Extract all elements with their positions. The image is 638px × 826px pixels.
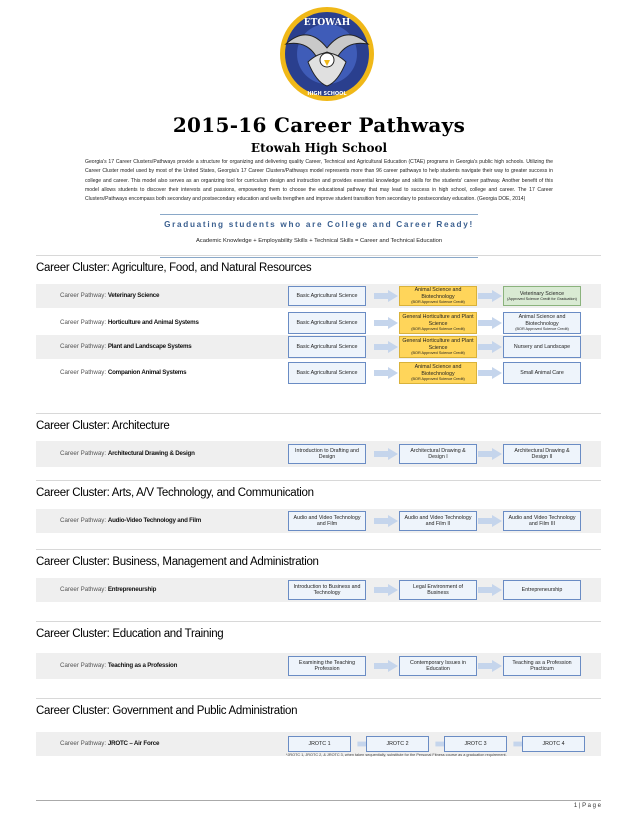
arrow-right-icon [374, 448, 398, 460]
course-name: Introduction to Drafting and Design [295, 447, 359, 460]
course-box [503, 580, 581, 600]
pathway-name: Audio-Video Technology and Film [107, 517, 202, 524]
arrow-head [388, 448, 398, 460]
course-box [288, 444, 366, 464]
arrow-right-icon [374, 515, 398, 527]
course-box [366, 736, 429, 752]
course-name: Small Animal Care [520, 369, 564, 376]
arrow-right-icon [478, 290, 502, 302]
course-name: Legal Environment of Business [412, 583, 464, 596]
cluster-heading: Career Cluster: Architecture [36, 420, 170, 432]
course-name: Audio and Video Technology and Film III [508, 514, 576, 527]
course-name: General Horticulture and Plant Science [402, 314, 474, 327]
course-box [399, 286, 477, 306]
cluster-divider [36, 413, 601, 414]
arrow-right-icon [374, 290, 398, 302]
course-box [288, 336, 366, 358]
arrow-right-icon [374, 660, 398, 672]
course-name: Architectural Drawing & Design I [410, 447, 466, 460]
pathway-name: Architectural Drawing & Design [107, 450, 195, 457]
course-box [288, 511, 366, 531]
arrow-shaft [478, 587, 492, 593]
course-box [399, 511, 477, 531]
course-credit-note: (BOR Approved Science Credit) [411, 327, 465, 332]
arrow-shaft [374, 344, 388, 350]
course-name: JROTC 1 [308, 740, 331, 747]
course-box [399, 444, 477, 464]
pathway-label [60, 319, 199, 326]
cluster-divider [36, 698, 601, 699]
arrow-head [388, 584, 398, 596]
arrow-shaft [374, 587, 388, 593]
cluster-heading: Career Cluster: Government and Public Administration [36, 705, 298, 717]
arrow-shaft [478, 344, 492, 350]
tagline: Graduating students who are College and Career Ready! [164, 220, 474, 229]
pathway-prefix: Career Pathway: [60, 292, 107, 299]
course-box [444, 736, 507, 752]
school-name: Etowah High School [250, 141, 388, 155]
course-name: Basic Agricultural Science [296, 343, 358, 350]
course-credit-note: (BOR Approved Science Credit) [411, 377, 465, 382]
course-box [288, 286, 366, 306]
arrow-right-icon [478, 341, 502, 353]
cluster-divider [36, 549, 601, 550]
arrow-shaft [374, 320, 388, 326]
pathway-prefix: Career Pathway: [60, 343, 107, 350]
arrow-shaft [478, 518, 492, 524]
course-name: Animal Science and Biotechnology [518, 314, 566, 327]
pathway-label [60, 740, 159, 747]
school-logo [278, 4, 376, 106]
course-name: Animal Science and Biotechnology [414, 287, 462, 300]
course-box [503, 362, 581, 384]
course-name: Veterinary Science [519, 290, 565, 297]
arrow-shaft [478, 370, 492, 376]
course-box [399, 580, 477, 600]
footer-divider [36, 800, 601, 801]
arrow-head [388, 660, 398, 672]
arrow-shaft [478, 293, 492, 299]
course-name: JROTC 3 [464, 740, 487, 747]
pathway-label [60, 292, 159, 299]
arrow-shaft [374, 370, 388, 376]
course-box [503, 656, 581, 676]
pathway-name: Plant and Landscape Systems [107, 343, 192, 350]
pathway-prefix: Career Pathway: [60, 662, 107, 669]
arrow-shaft [478, 663, 492, 669]
arrow-right-icon [478, 448, 502, 460]
course-name: JROTC 4 [542, 740, 565, 747]
pathway-name: Horticulture and Animal Systems [107, 319, 199, 326]
course-box [503, 336, 581, 358]
course-box [399, 336, 477, 358]
pathway-name: Veterinary Science [107, 292, 160, 299]
pathway-prefix: Career Pathway: [60, 319, 107, 326]
page-number: 1 | P a g e [573, 803, 601, 809]
arrow-head [492, 317, 502, 329]
arrow-shaft [374, 293, 388, 299]
tagline-equation: Academic Knowledge + Employability Skills + Technical Skills = Career and Technical Education [195, 238, 443, 244]
jrotc-footnote: *JROTC 1, JROTC 2, & JROTC 3, when taken sequentially, substitute for the Personal Fitness course as a graduation requirement. [286, 753, 507, 757]
cluster-divider [36, 480, 601, 481]
arrow-head [492, 367, 502, 379]
arrow-head [388, 317, 398, 329]
pathway-label [60, 662, 177, 669]
pathway-label [60, 586, 156, 593]
cluster-heading: Career Cluster: Agriculture, Food, and Natural Resources [36, 262, 312, 274]
pathway-name: Entrepreneurship [107, 586, 157, 593]
cluster-heading: Career Cluster: Arts, A/V Technology, and Communication [36, 487, 314, 499]
course-name: Animal Science and Biotechnology [414, 364, 462, 377]
arrow-right-icon [374, 317, 398, 329]
course-name: Teaching as a Profession Practicum [512, 659, 572, 672]
course-box [288, 736, 351, 752]
pathway-name: Companion Animal Systems [107, 369, 187, 376]
pathway-label [60, 517, 201, 524]
pathway-label [60, 369, 186, 376]
arrow-right-icon [478, 317, 502, 329]
cluster-heading: Career Cluster: Education and Training [36, 628, 224, 640]
course-name: Audio and Video Technology and Film II [404, 514, 472, 527]
course-box [399, 312, 477, 334]
course-name: JROTC 2 [386, 740, 409, 747]
arrow-head [388, 341, 398, 353]
arrow-head [388, 515, 398, 527]
cluster-divider [36, 621, 601, 622]
course-box [288, 362, 366, 384]
page-title: 2015-16 Career Pathways [172, 113, 466, 137]
arrow-right-icon [478, 515, 502, 527]
course-box [503, 444, 581, 464]
pathway-prefix: Career Pathway: [60, 369, 107, 376]
arrow-head [388, 290, 398, 302]
course-name: General Horticulture and Plant Science [402, 338, 474, 351]
svg-text:HIGH SCHOOL: HIGH SCHOOL [307, 91, 347, 97]
course-name: Basic Agricultural Science [296, 369, 358, 376]
arrow-head [492, 448, 502, 460]
arrow-right-icon [374, 367, 398, 379]
pathway-label [60, 450, 195, 457]
pathway-name: Teaching as a Profession [107, 662, 178, 669]
course-name: Audio and Video Technology and Film [293, 514, 361, 527]
pathway-prefix: Career Pathway: [60, 517, 107, 524]
course-box [399, 656, 477, 676]
arrow-shaft [374, 663, 388, 669]
cluster-heading: Career Cluster: Business, Management and Administration [36, 556, 319, 568]
pathway-prefix: Career Pathway: [60, 450, 107, 457]
arrow-right-icon [478, 584, 502, 596]
tagline-box [160, 214, 478, 258]
arrow-shaft [374, 518, 388, 524]
arrow-head [492, 515, 502, 527]
pathway-label [60, 343, 192, 350]
course-name: Nursery and Landscape [513, 343, 571, 350]
course-box [522, 736, 585, 752]
pathway-prefix: Career Pathway: [60, 740, 107, 747]
course-name: Examining the Teaching Profession [298, 659, 356, 672]
pathway-prefix: Career Pathway: [60, 586, 107, 593]
course-box [503, 286, 581, 306]
arrow-head [388, 367, 398, 379]
intro-paragraph: Georgia's 17 Career Clusters/Pathways provide a structure for organizing and delivering quality Career, Technical and Agricultural Education (CTAE) programs in Georgia's public high schools. Utilizing the Career Cluster model used by most of the United States, Georgia's 17 Career Clusters/Pathways model represents more than 96 career pathways to help students navigate their way to greater success in college and career. This model also serves as an organizing tool for curriculum design and instruction and provides essential knowledge and skills for the students' career pathway. Another benefit of this model allows students to discover their interests and passions, empowering them to choose the educational pathway that may lead to success in high school, college and career. The 17 Career Clusters/Pathways encompass both secondary and postsecondary education and wells trengthen and improve student transition from secondary to postsecondary education. (Georgia DOE, 2014) [85, 159, 553, 203]
arrow-right-icon [374, 584, 398, 596]
arrow-right-icon [478, 367, 502, 379]
arrow-shaft [478, 451, 492, 457]
course-credit-note: (BOR Approved Science Credit) [411, 300, 465, 305]
course-name: Basic Agricultural Science [296, 292, 358, 299]
arrow-right-icon [478, 660, 502, 672]
arrow-shaft [374, 451, 388, 457]
course-name: Introduction to Business and Technology [293, 583, 361, 596]
course-box [288, 312, 366, 334]
course-box [503, 511, 581, 531]
course-name: Entrepreneurship [521, 586, 563, 593]
pathway-name: JROTC – Air Force [107, 740, 160, 747]
course-box [288, 580, 366, 600]
course-credit-note: (BOR Approved Science Credit) [515, 327, 569, 332]
course-name: Basic Agricultural Science [296, 319, 358, 326]
cluster-divider [36, 255, 601, 256]
arrow-right-icon [374, 341, 398, 353]
arrow-head [492, 660, 502, 672]
course-box [288, 656, 366, 676]
svg-text:ETOWAH: ETOWAH [303, 18, 351, 28]
arrow-shaft [478, 320, 492, 326]
course-name: Contemporary Issues in Education [410, 659, 466, 672]
course-credit-note: (BOR Approved Science Credit) [411, 351, 465, 356]
arrow-head [492, 584, 502, 596]
course-credit-note: (Approved Science Credit for Graduation) [507, 296, 577, 301]
course-box [503, 312, 581, 334]
arrow-head [492, 341, 502, 353]
arrow-head [492, 290, 502, 302]
course-box [399, 362, 477, 384]
course-name: Architectural Drawing & Design II [514, 447, 570, 460]
